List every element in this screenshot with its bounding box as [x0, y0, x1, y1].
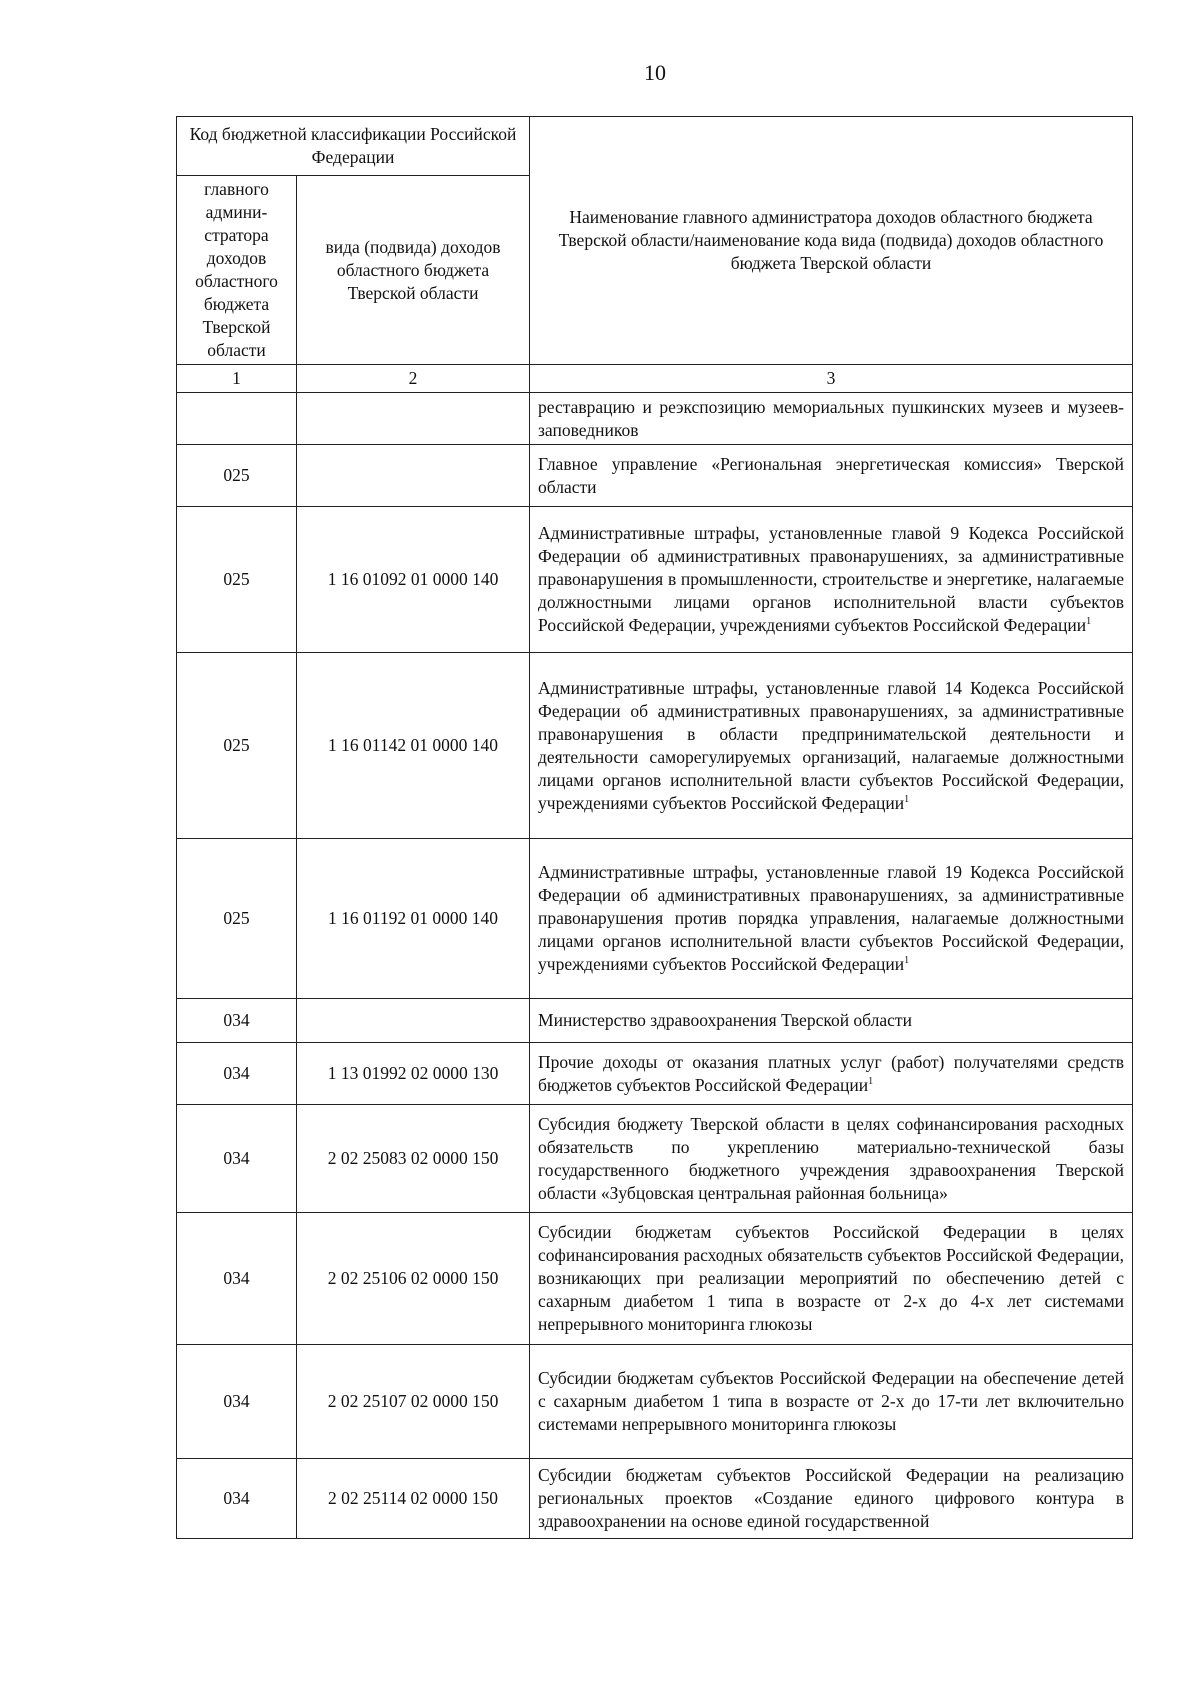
table-row [177, 1105, 1133, 1213]
admin-code: 034 [177, 1345, 297, 1459]
admin-code: 034 [177, 1213, 297, 1345]
income-code: 1 16 01192 01 0000 140 [297, 839, 530, 999]
table-row [177, 507, 1133, 653]
income-code [297, 445, 530, 507]
table-row [177, 445, 1133, 507]
admin-code: 025 [177, 653, 297, 839]
description: Субсидии бюджетам субъектов Российской Федерации на реализацию региональных проектов «Создание единого цифрового контура в здравоохранении на основе единой государственной [530, 1459, 1133, 1539]
income-code: 2 02 25106 02 0000 150 [297, 1213, 530, 1345]
header-num-3: 3 [530, 365, 1133, 393]
admin-code: 025 [177, 839, 297, 999]
table-row [177, 1213, 1133, 1345]
description: Министерство здравоохранения Тверской области [530, 999, 1133, 1043]
description: Административные штрафы, установленные главой 19 Кодекса Российской Федерации об административных правонарушениях, за административные правонарушения против порядка управления, налагаемые должностными лицами органов исполнительной власти субъектов Российской Федерации, учреждениями субъектов Российской Федерации$^1$ [530, 839, 1133, 999]
income-code: 2 02 25107 02 0000 150 [297, 1345, 530, 1459]
income-code [297, 393, 530, 445]
admin-code: 025 [177, 445, 297, 507]
table-row [177, 839, 1133, 999]
header-num-2: 2 [297, 365, 530, 393]
budget-classification-table [176, 116, 1133, 1539]
admin-code [177, 393, 297, 445]
header-num-1: 1 [177, 365, 297, 393]
header-code-group: Код бюджетной классификации Российской Федерации [177, 117, 530, 176]
page-number: 10 [644, 60, 666, 85]
admin-code: 034 [177, 1105, 297, 1213]
income-code: 2 02 25114 02 0000 150 [297, 1459, 530, 1539]
description: Прочие доходы от оказания платных услуг (работ) получателями средств бюджетов субъектов Российской Федерации$^1$ [530, 1043, 1133, 1105]
description: Административные штрафы, установленные главой 14 Кодекса Российской Федерации об административных правонарушениях, за административные правонарушения в области предпринимательской деятельности и деятельности саморегулируемых организаций, налагаемые должностными лицами органов исполнительной власти субъектов Российской Федерации, учреждениями субъектов Российской Федерации$^1$ [530, 653, 1133, 839]
admin-code: 034 [177, 1459, 297, 1539]
table-row [177, 1043, 1133, 1105]
table-row [177, 653, 1133, 839]
header-kind: вида (подвида) доходов областного бюджета Тверской области [297, 176, 530, 365]
admin-code: 025 [177, 507, 297, 653]
table-row [177, 1459, 1133, 1539]
description: реставрацию и реэкспозицию мемориальных пушкинских музеев и музеев-заповедников [530, 393, 1133, 445]
description: Субсидии бюджетам субъектов Российской Федерации в целях софинансирования расходных обязательств субъектов Российской Федерации, возникающих при реализации мероприятий по обеспечению детей с сахарным диабетом 1 типа в возрасте от 2-х до 4-х лет системами непрерывного мониторинга глюкозы [530, 1213, 1133, 1345]
header-name: Наименование главного администратора доходов областного бюджета Тверской области/наименование кода вида (подвида) доходов областного бюджета Тверской области [530, 117, 1133, 365]
description: Субсидия бюджету Тверской области в целях софинансирования расходных обязательств по укреплению материально-технической базы государственного бюджетного учреждения здравоохранения Тверской области «Зубцовская центральная районная больница» [530, 1105, 1133, 1213]
income-code: 1 13 01992 02 0000 130 [297, 1043, 530, 1105]
table-row [177, 393, 1133, 445]
admin-code: 034 [177, 1043, 297, 1105]
income-code: 1 16 01092 01 0000 140 [297, 507, 530, 653]
income-code: 2 02 25083 02 0000 150 [297, 1105, 530, 1213]
income-code: 1 16 01142 01 0000 140 [297, 653, 530, 839]
admin-code: 034 [177, 999, 297, 1043]
table-row [177, 999, 1133, 1043]
description: Административные штрафы, установленные главой 9 Кодекса Российской Федерации об административных правонарушениях, за административные правонарушения в промышленности, строительстве и энергетике, налагаемые должностными лицами органов исполнительной власти субъектов Российской Федерации, учреждениями субъектов Российской Федерации$^1$ [530, 507, 1133, 653]
income-code [297, 999, 530, 1043]
description: Главное управление «Региональная энергетическая комиссия» Тверской области [530, 445, 1133, 507]
table-row [177, 1345, 1133, 1459]
description: Субсидии бюджетам субъектов Российской Федерации на обеспечение детей с сахарным диабетом 1 типа в возрасте от 2-х до 17-ти лет включительно системами непрерывного мониторинга глюкозы [530, 1345, 1133, 1459]
header-admin: главного админи-стратора доходов областного бюджета Тверской области [177, 176, 297, 365]
